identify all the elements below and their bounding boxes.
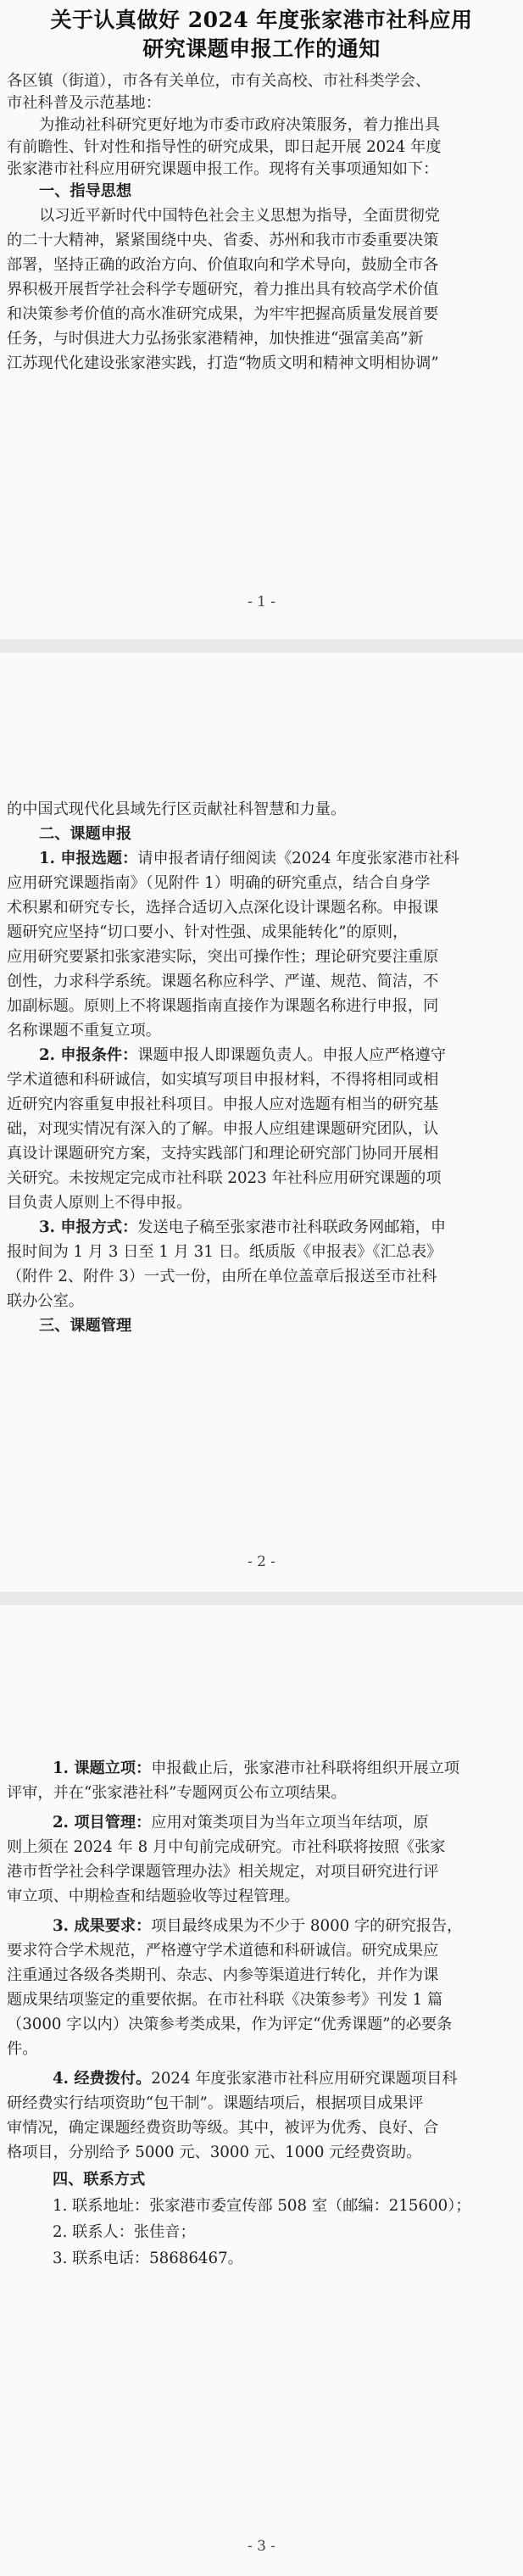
paragraph-line: 注重通过各级各类期刊、杂志、内参等渠道进行转化，并作为课 xyxy=(7,1966,439,1984)
item-label: 2. 项目管理： xyxy=(53,1814,152,1832)
item-text: 发送电子稿至张家港市社科联政务网邮箱，申 xyxy=(137,1218,447,1236)
document-page-1 xyxy=(0,0,523,639)
contact-phone: 3. 联系电话：58686467。 xyxy=(53,2250,243,2267)
paragraph-line: 近研究内容重复申报社科项目。申报人应对选题有相当的研究基 xyxy=(7,1096,439,1113)
intro-line: 张家港市社科应用研究课题申报工作。现将有关事项通知如下： xyxy=(7,160,439,178)
paragraph-line: 加副标题。原则上不将课题指南直接作为课题名称进行申报，同 xyxy=(7,997,439,1015)
paragraph-line: （附件 2、附件 3）一式一份，由所在单位盖章后报送至市社科 xyxy=(7,1268,437,1285)
item-application-conditions xyxy=(39,1045,515,1066)
paragraph-line: 江苏现代化建设张家港实践，打造“物质文明和精神文明相协调” xyxy=(7,354,439,372)
paragraph-line: 的二十大精神，紧紧围绕中央、省委、苏州和我市市委重要决策 xyxy=(7,231,439,249)
item-text: 应用对策类项目为当年立项当年结项，原 xyxy=(151,1814,429,1832)
intro-line: 有前瞻性、针对性和指导性的研究成果，即日起开展 2024 年度 xyxy=(7,138,442,156)
paragraph-line: 以习近平新时代中国特色社会主义思想为指导，全面贯彻党 xyxy=(39,207,440,225)
document-title-line-2: 研究课题申报工作的通知 xyxy=(142,36,381,61)
page-number: - 3 - xyxy=(247,2538,276,2555)
paragraph-line: 研经费实行结项资助“包干制”。课题结项后，根据项目成果评 xyxy=(7,2094,424,2112)
section-heading-contact: 四、联系方式 xyxy=(53,2171,146,2188)
paragraph-line: 础，对现实情况有深入的了解。申报人应组建课题研究团队，认 xyxy=(7,1120,439,1138)
paragraph-line: 题成果结项鉴定的重要依据。在市社科联《决策参考》刊发 1 篇 xyxy=(7,1991,443,2009)
addressee-line: 各区镇（街道），市各有关单位，市有关高校、市社科类学会、 xyxy=(7,72,431,90)
paragraph-line: 审情况，确定课题经费资助等级。其中，被评为优秀、良好、合 xyxy=(7,2119,439,2137)
addressee-line: 市社科普及示范基地： xyxy=(7,94,161,112)
paragraph-line: 应用研究要紧扣张家港实际，突出可操作性；理论研究要注重原 xyxy=(7,948,439,966)
page-number: - 2 - xyxy=(247,1553,276,1570)
item-label: 2. 申报条件： xyxy=(39,1046,138,1064)
item-text: 项目最终成果为不少于 8000 字的研究报告， xyxy=(151,1917,463,1935)
item-funding-allocation xyxy=(53,2069,515,2089)
paragraph-line: 术积累和研究专长，选择合适切入点深化设计课题名称。申报课 xyxy=(7,899,439,917)
item-label: 4. 经费拨付。 xyxy=(53,2070,152,2088)
item-text: 2024 年度张家港市社科应用研究课题项目科 xyxy=(151,2070,458,2088)
item-text: 申报截止后，张家港市社科联将组织开展立项 xyxy=(151,1759,460,1777)
paragraph-line: 评审，并在“张家港社科”专题网页公布立项结果。 xyxy=(7,1784,347,1802)
section-heading-topic-application: 二、课题申报 xyxy=(39,825,132,843)
paragraph-line: 报时间为 1 月 3 日至 1 月 31 日。纸质版《申报表》《汇总表》 xyxy=(7,1243,442,1261)
item-label: 1. 课题立项： xyxy=(53,1759,152,1777)
item-text: 请申报者请仔细阅读《2024 年度张家港市社科 xyxy=(137,850,459,867)
paragraph-line: 和决策参考价值的高水准研究成果，为牢牢把握高质量发展首要 xyxy=(7,305,439,323)
item-outcome-requirements xyxy=(53,1916,515,1937)
paragraph-line: 审立项、中期检查和结题验收等过程管理。 xyxy=(7,1887,300,1905)
item-label: 3. 成果要求： xyxy=(53,1917,152,1935)
document-page-3 xyxy=(0,1605,523,2576)
paragraph-line: 创性，力求科学系统。课题名称应科学、严谨、规范、简洁，不 xyxy=(7,973,439,990)
paragraph-line: 格项目，分别给予 5000 元、3000 元、1000 元经费资助。 xyxy=(7,2144,422,2161)
paragraph-line: 学术道德和科研诚信，如实填写项目申报材料，不得将相同或相 xyxy=(7,1071,439,1089)
item-label: 1. 申报选题： xyxy=(39,850,138,867)
item-label: 3. 申报方式： xyxy=(39,1218,138,1236)
paragraph-line: 要求符合学术规范，严格遵守学术道德和科研诚信。研究成果应 xyxy=(7,1942,439,1960)
paragraph-line: （3000 字以内）决策参考类成果，作为评定“优秀课题”的必要条 xyxy=(7,2016,453,2033)
paragraph-line: 港市哲学社会科学课题管理办法》相关规定，对项目研究进行评 xyxy=(7,1863,439,1881)
paragraph-line: 联办公室。 xyxy=(7,1292,84,1310)
paragraph-line: 题研究应坚持“切口要小、针对性强、成果能转化”的原则， xyxy=(7,923,409,941)
paragraph-line: 件。 xyxy=(7,2040,38,2058)
paragraph-line: 关研究。未按规定完成市社科联 2023 年社科应用研究课题的项 xyxy=(7,1169,442,1187)
paragraph-line: 真设计课题研究方案，支持实践部门和理论研究部门协同开展相 xyxy=(7,1145,439,1163)
paragraph-line: 名称课题不重复立项。 xyxy=(7,1022,161,1040)
page-number: - 1 - xyxy=(247,594,276,611)
item-project-approval xyxy=(53,1759,515,1779)
paragraph-line: 应用研究课题指南》（见附件 1）明确的研究重点，结合自身学 xyxy=(7,874,431,892)
paragraph-line: 部署，坚持正确的政治方向、价值取向和学术导向，鼓励全市各 xyxy=(7,256,439,274)
paragraph-line: 目负责人原则上不得申报。 xyxy=(7,1194,192,1212)
section-heading-topic-management: 三、课题管理 xyxy=(39,1317,132,1335)
paragraph-line: 则上须在 2024 年 8 月中旬前完成研究。市社科联将按照《张家 xyxy=(7,1838,446,1856)
contact-address: 1. 联系地址：张家港市委宣传部 508 室（邮编：215600）； xyxy=(53,2197,471,2215)
paragraph-line: 任务，与时俱进大力弘扬张家港精神，加快推进“强富美高”新 xyxy=(7,330,424,348)
item-topic-selection xyxy=(39,849,515,869)
contact-person: 2. 联系人：张佳音； xyxy=(53,2223,196,2241)
document-page-2 xyxy=(0,653,523,1592)
item-application-method xyxy=(39,1218,515,1238)
item-project-management xyxy=(53,1813,515,1833)
section-heading-guiding-ideology: 一、指导思想 xyxy=(39,182,132,200)
item-text: 课题申报人即课题负责人。申报人应严格遵守 xyxy=(137,1046,447,1064)
paragraph-line: 的中国式现代化县域先行区贡献社科智慧和力量。 xyxy=(7,800,347,818)
document-title-line-1: 关于认真做好 2024 年度张家港市社科应用 xyxy=(50,8,473,32)
paragraph-line: 界积极开展哲学社会科学专题研究，着力推出具有较高学术价值 xyxy=(7,281,439,298)
intro-line: 为推动社科研究更好地为市委市政府决策服务，着力推出具 xyxy=(39,116,440,134)
